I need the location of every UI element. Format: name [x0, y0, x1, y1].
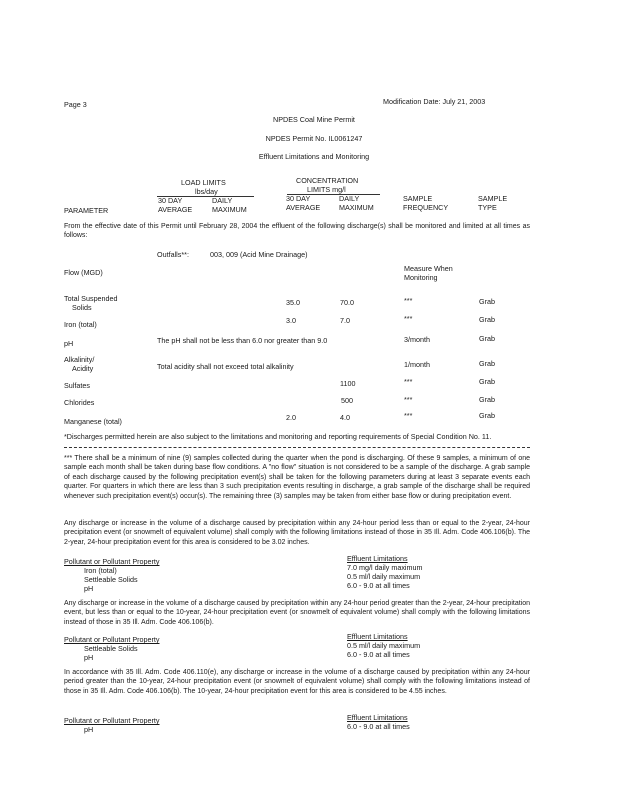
load-30day-label: 30 DAY — [158, 196, 183, 205]
chlorides-conc-daily-max: 500 — [341, 396, 353, 405]
permit-number: NPDES Permit No. IL0061247 — [265, 134, 363, 143]
conc-maximum-label: MAXIMUM — [339, 203, 374, 212]
load-units-label: lbs/day — [195, 187, 218, 196]
sample-freq-header-1: SAMPLE — [403, 194, 433, 203]
sulfates-frequency: *** — [404, 377, 413, 386]
tss-parameter-2: Solids — [72, 303, 92, 312]
block3-limitation: 6.0 - 9.0 at all times — [347, 722, 410, 731]
flow-frequency-1: Measure When — [404, 264, 453, 273]
block2-pollutant: pH — [84, 653, 94, 662]
ph-parameter: pH — [64, 339, 74, 348]
outfalls-value: 003, 009 (Acid Mine Drainage) — [210, 250, 308, 259]
iron-parameter: Iron (total) — [64, 320, 97, 329]
section-title: Effluent Limitations and Monitoring — [258, 152, 370, 161]
block2-limitation: 6.0 - 9.0 at all times — [347, 650, 410, 659]
tss-sample-type: Grab — [479, 297, 495, 306]
alkalinity-frequency: 1/month — [404, 360, 430, 369]
sample-freq-header-2: FREQUENCY — [403, 203, 449, 212]
page-number: Page 3 — [64, 100, 87, 109]
iron-conc-daily-max: 7.0 — [340, 316, 350, 325]
manganese-frequency: *** — [404, 411, 413, 420]
parameter-header: PARAMETER — [64, 206, 109, 215]
alkalinity-parameter-2: Acidity — [72, 364, 94, 373]
manganese-parameter: Manganese (total) — [64, 417, 122, 426]
block1-right-heading: Effluent Limitations — [347, 554, 408, 563]
block3-left-heading: Pollutant or Pollutant Property — [64, 716, 160, 725]
conc-daily-label: DAILY — [339, 194, 360, 203]
chlorides-sample-type: Grab — [479, 395, 495, 404]
block3-pollutant: pH — [84, 725, 94, 734]
load-maximum-label: MAXIMUM — [212, 205, 247, 214]
tss-parameter: Total Suspended — [64, 294, 118, 303]
conc-average-label: AVERAGE — [286, 203, 321, 212]
block1-pollutant: pH — [84, 584, 94, 593]
tss-conc-30day: 35.0 — [286, 298, 300, 307]
greater-than-ten-year-paragraph: In accordance with 35 Ill. Adm. Code 406.110(e), any discharge or increase in the volume of a discharge caused by precipitation within any 24-hour period greater than the 10-year, 24-hour precipitation event (or snowmelt of equivalent volume) shall comply with the following limitations instead of those in 35 Ill. Adm. Code 406.106(b). The 10-year, 24-hour precipitation event for this area is considered to be 4.55 inches. — [64, 669, 530, 695]
block1-limitation: 0.5 ml/l daily maximum — [347, 572, 421, 581]
sample-type-header-2: TYPE — [478, 203, 497, 212]
ph-limit-note: The pH shall not be less than 6.0 nor greater than 9.0 — [157, 336, 328, 345]
alkalinity-sample-type: Grab — [479, 359, 495, 368]
block2-limitation: 0.5 ml/l daily maximum — [347, 641, 421, 650]
iron-sample-type: Grab — [479, 315, 495, 324]
block2-left-heading: Pollutant or Pollutant Property — [64, 635, 160, 644]
footnote-special-condition: *Discharges permitted herein are also subject to the limitations and monitoring and reporting requirements of Special Condition No. 11. — [64, 432, 492, 441]
iron-frequency: *** — [404, 314, 413, 323]
flow-parameter: Flow (MGD) — [64, 268, 103, 277]
tss-conc-daily-max: 70.0 — [340, 298, 354, 307]
alkalinity-limit-note: Total acidity shall not exceed total alkalinity — [157, 362, 294, 371]
ten-year-event-paragraph: Any discharge or increase in the volume of a discharge caused by precipitation within any 24-hour period greater than the 2-year, 24-hour precipitation event, but less than or equal to the 10-year, 24-hour precipitation event (or snowmelt of equivalent volume) shall comply with the following limitations instead of those in 35 Ill. Adm. Code 406.106(b). — [64, 600, 530, 626]
block3-right-heading: Effluent Limitations — [347, 713, 408, 722]
tss-frequency: *** — [404, 296, 413, 305]
block1-limitation: 6.0 - 9.0 at all times — [347, 581, 410, 590]
two-year-event-paragraph: Any discharge or increase in the volume of a discharge caused by precipitation within any 24-hour period less than or equal to the 2-year, 24-hour precipitation event (or snowmelt of equivalent volume) shall comply with the following limitations instead of those in 35 Ill. Adm. Code 406.106(b). The 2-year, 24-hour precipitation event for this area is considered to be 3.02 inches. — [64, 520, 530, 546]
load-average-label: AVERAGE — [158, 205, 193, 214]
flow-frequency-2: Monitoring — [404, 273, 438, 282]
outfalls-label: Outfalls**: — [157, 250, 189, 259]
load-limits-label: LOAD LIMITS — [181, 178, 226, 187]
block2-right-heading: Effluent Limitations — [347, 632, 408, 641]
ph-sample-type: Grab — [479, 334, 495, 343]
sampling-paragraph: *** There shall be a minimum of nine (9) samples collected during the quarter when the pond is discharging. Of these 9 samples, a minimum of one sample each month shall be taken during base flow conditions. A "no flow" situation is not considered to be a sample of the discharge. A grab sample of each discharge caused by the following precipitation event(s) shall be taken for the following parameters during at least 3 separate events each quarter. For quarters in which there are less than 3 such precipitation events resulting in discharge, a grab sample of the discharge shall be required whenever such precipitation event(s) occur(s). The remaining three (3) samples may be taken from either base flow or during precipitation event. — [64, 455, 530, 500]
manganese-sample-type: Grab — [479, 411, 495, 420]
block1-pollutant: Settleable Solids — [84, 575, 138, 584]
block2-pollutant: Settleable Solids — [84, 644, 138, 653]
sulfates-sample-type: Grab — [479, 377, 495, 386]
iron-conc-30day: 3.0 — [286, 316, 296, 325]
sulfates-parameter: Sulfates — [64, 381, 90, 390]
footnote-divider — [64, 447, 530, 448]
load-daily-label: DAILY — [212, 196, 233, 205]
chlorides-frequency: *** — [404, 395, 413, 404]
concentration-label: CONCENTRATION — [296, 176, 359, 185]
document-title: NPDES Coal Mine Permit — [273, 115, 355, 124]
intro-paragraph: From the effective date of this Permit until February 28, 2004 the effluent of the following discharge(s) shall be monitored and limited at all times as follows: — [64, 223, 530, 240]
block1-left-heading: Pollutant or Pollutant Property — [64, 557, 160, 566]
manganese-conc-daily-max: 4.0 — [340, 413, 350, 422]
modification-date: Modification Date: July 21, 2003 — [383, 97, 486, 106]
conc-30day-label: 30 DAY — [286, 194, 311, 203]
manganese-conc-30day: 2.0 — [286, 413, 296, 422]
concentration-units-label: LIMITS mg/l — [307, 185, 346, 194]
sample-type-header-1: SAMPLE — [478, 194, 508, 203]
chlorides-parameter: Chlorides — [64, 398, 95, 407]
ph-frequency: 3/month — [404, 335, 430, 344]
sulfates-conc-daily-max: 1100 — [340, 379, 356, 388]
block1-pollutant: Iron (total) — [84, 566, 117, 575]
block1-limitation: 7.0 mg/l daily maximum — [347, 563, 423, 572]
alkalinity-parameter: Alkalinity/ — [64, 355, 95, 364]
